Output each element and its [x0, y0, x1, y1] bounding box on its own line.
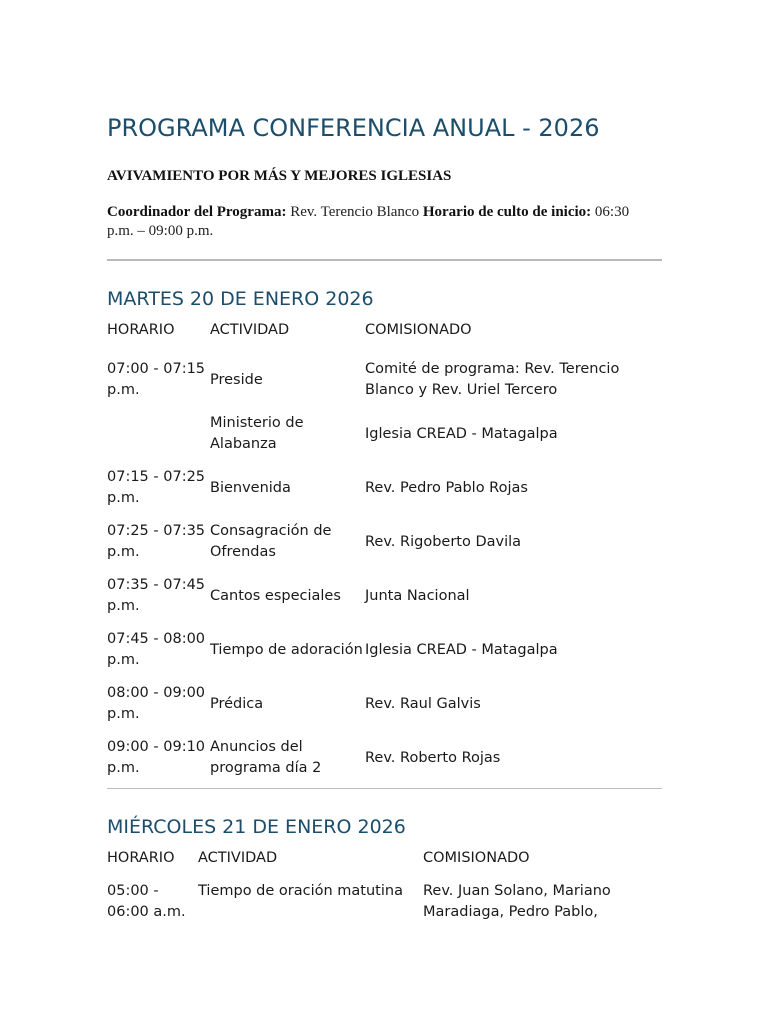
header-actividad: ACTIVIDAD [210, 322, 290, 338]
cell-time: 05:00 - 06:00 a.m. [107, 883, 186, 920]
coordinator-info [107, 203, 647, 241]
schedule-table-day-1 [107, 320, 662, 785]
coordinator-name: Rev. Terencio Blanco [290, 204, 420, 220]
cell-commissioned: Rev. Pedro Pablo Rojas [365, 479, 528, 496]
table-row [107, 623, 662, 677]
program-subtitle: AVIVAMIENTO POR MÁS Y MEJORES IGLESIAS [107, 168, 452, 184]
table-row [107, 677, 662, 731]
cell-activity: Tiempo de oración matutina [198, 883, 403, 899]
cell-commissioned: Rev. Rigoberto Davila [365, 533, 522, 550]
cell-commissioned: Comité de programa: Rev. Terencio Blanco y Rev. Uriel Tercero [365, 361, 620, 398]
table-header [107, 320, 662, 353]
schedule-value: 06:30 p.m. – 09:00 p.m. [107, 204, 630, 239]
section-divider [107, 788, 662, 789]
table-row [107, 731, 662, 785]
schedule-table-day-2 [107, 848, 662, 935]
cell-time: 07:15 - 07:25 p.m. [107, 469, 206, 506]
cell-activity: Anuncios del programa día 2 [210, 739, 322, 776]
cell-commissioned: Iglesia CREAD - Matagalpa [365, 425, 558, 442]
cell-activity: Prédica [210, 695, 264, 712]
table-row [107, 353, 662, 407]
table-row [107, 461, 662, 515]
cell-time: 07:45 - 08:00 p.m. [107, 631, 206, 668]
table-row [107, 569, 662, 623]
cell-commissioned: Rev. Juan Solano, Mariano Maradiaga, Pedro Pablo, [423, 883, 611, 920]
cell-commissioned: Rev. Raul Galvis [365, 695, 481, 712]
cell-activity: Bienvenida [210, 479, 291, 496]
cell-activity: Consagración de Ofrendas [210, 523, 332, 560]
cell-activity: Ministerio de Alabanza [210, 415, 304, 452]
coordinator-label: Coordinador del Programa: [107, 204, 287, 220]
cell-time: 08:00 - 09:00 p.m. [107, 685, 206, 722]
header-horario: HORARIO [107, 850, 175, 866]
page-title: PROGRAMA CONFERENCIA ANUAL - 2026 [107, 114, 600, 142]
day-title-martes: MARTES 20 DE ENERO 2026 [107, 288, 374, 310]
cell-time: 09:00 - 09:10 p.m. [107, 739, 206, 776]
cell-activity: Tiempo de adoración [210, 641, 363, 658]
day-title-miercoles: MIÉRCOLES 21 DE ENERO 2026 [107, 816, 406, 838]
cell-activity: Preside [210, 371, 263, 388]
table-row [107, 515, 662, 569]
cell-commissioned: Iglesia CREAD - Matagalpa [365, 641, 558, 658]
schedule-label: Horario de culto de inicio: [422, 204, 592, 220]
table-row [107, 407, 662, 461]
cell-time: 07:25 - 07:35 p.m. [107, 523, 206, 560]
cell-time: 07:35 - 07:45 p.m. [107, 577, 206, 614]
header-horario: HORARIO [107, 322, 175, 338]
header-comisionado: COMISIONADO [365, 322, 472, 338]
table-row [107, 881, 662, 935]
cell-activity: Cantos especiales [210, 587, 341, 604]
cell-commissioned: Rev. Roberto Rojas [365, 749, 501, 766]
table-header [107, 848, 662, 881]
section-divider [107, 259, 662, 261]
header-comisionado: COMISIONADO [423, 850, 530, 866]
cell-time: 07:00 - 07:15 p.m. [107, 361, 206, 398]
cell-commissioned: Junta Nacional [365, 587, 470, 604]
header-actividad: ACTIVIDAD [198, 850, 278, 866]
